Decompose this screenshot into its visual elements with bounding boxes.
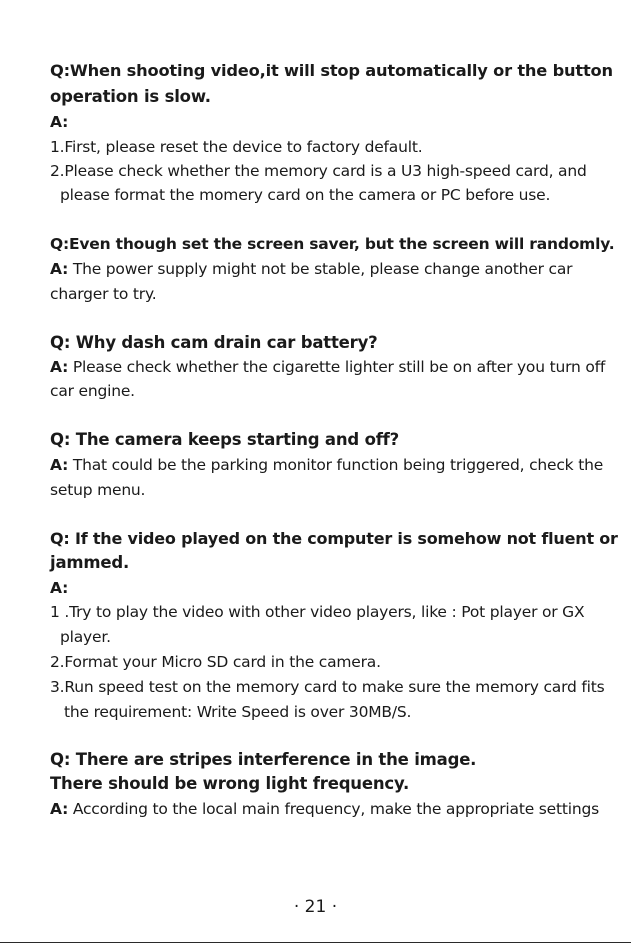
answer-1-step-2-line-1: 2.Please check whether the memory card is a U3 high-speed card, and [50, 162, 587, 180]
question-5-line-1: Q: If the video played on the computer is somehow not fluent or [50, 529, 618, 548]
question-5-line-2: jammed. [50, 553, 130, 572]
answer-4-text: That could be the parking monitor function being triggered, check the [68, 456, 604, 474]
question-1-line-2: operation is slow. [50, 87, 211, 106]
answer-2-label: A: [50, 260, 69, 278]
answer-1-step-1: 1.First, please reset the device to factory default. [50, 138, 423, 156]
question-1-line-1: Q:When shooting video,it will stop automatically or the button [50, 61, 613, 80]
answer-4-label: A: [50, 456, 69, 474]
answer-3-line-2: car engine. [50, 382, 135, 400]
answer-6-label: A: [50, 800, 69, 818]
question-4: Q: The camera keeps starting and off? [50, 430, 400, 449]
answer-2-text: The power supply might not be stable, please change another car [68, 260, 573, 278]
answer-4-line-1 [50, 455, 603, 475]
answer-4-line-2: setup menu. [50, 481, 146, 499]
answer-5-step-1-line-2: player. [60, 628, 111, 646]
page-number: · 21 · [293, 897, 338, 917]
answer-3-label: A: [50, 358, 69, 376]
answer-2-line-2: charger to try. [50, 285, 157, 303]
question-2: Q:Even though set the screen saver, but the screen will randomly. [50, 235, 615, 253]
answer-6-line-1 [50, 799, 599, 819]
answer-6-text: According to the local main frequency, make the appropriate settings [68, 800, 599, 818]
answer-3-line-1 [50, 357, 605, 377]
question-3: Q: Why dash cam drain car battery? [50, 333, 378, 352]
answer-1-label: A: [50, 113, 69, 131]
answer-5-label: A: [50, 579, 69, 597]
answer-5-step-2: 2.Format your Micro SD card in the camera. [50, 653, 381, 671]
answer-2-line-1 [50, 259, 572, 279]
question-6-line-1: Q: There are stripes interference in the image. [50, 750, 477, 769]
answer-3-text: Please check whether the cigarette lighter still be on after you turn off [68, 358, 606, 376]
question-6-line-2: There should be wrong light frequency. [50, 774, 410, 793]
answer-5-step-3-line-1: 3.Run speed test on the memory card to make sure the memory card fits [50, 678, 605, 696]
answer-1-step-2-line-2: please format the momery card on the camera or PC before use. [60, 186, 551, 204]
bottom-divider [0, 942, 631, 943]
answer-5-step-3-line-2: the requirement: Write Speed is over 30MB/S. [64, 703, 412, 721]
answer-5-step-1-line-1: 1 .Try to play the video with other video players, like : Pot player or GX [50, 603, 585, 621]
